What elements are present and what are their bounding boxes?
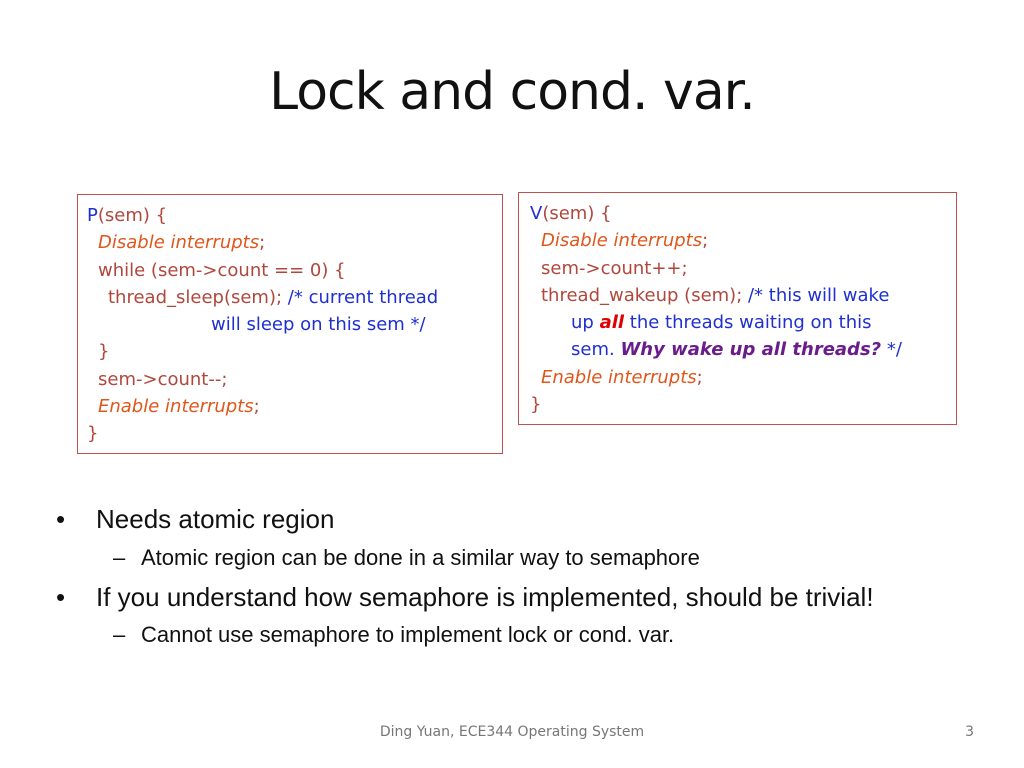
emphasis-all: all	[599, 312, 625, 334]
code-line: sem->count--;	[98, 368, 228, 390]
question-text: Why wake up all threads?	[620, 339, 882, 361]
code-comment-line	[530, 309, 956, 336]
comment-text: sem.	[571, 339, 621, 361]
code-text: thread_sleep(sem);	[108, 286, 288, 308]
page-number: 3	[965, 724, 974, 740]
comment-text: up	[571, 312, 600, 334]
code-line	[530, 282, 956, 309]
code-line	[87, 229, 502, 256]
bullet-marker: •	[56, 582, 66, 612]
sub-bullet-marker: –	[113, 622, 126, 647]
code-text: ;	[259, 232, 266, 254]
comment-text: the threads waiting on this	[624, 312, 872, 334]
code-comment-line: will sleep on this sem */	[211, 314, 426, 336]
sub-bullet-text: Atomic region can be done in a similar way to semaphore	[141, 545, 700, 570]
code-line: }	[87, 423, 99, 445]
bullet-marker: •	[56, 504, 66, 534]
code-line	[530, 200, 956, 227]
code-line	[87, 393, 502, 420]
code-line	[530, 227, 956, 254]
code-text: (sem) {	[97, 205, 168, 226]
comment-text: */	[881, 339, 902, 361]
code-line: }	[530, 394, 542, 416]
disable-interrupts-text: Disable interrupts	[98, 232, 260, 254]
v-code-box	[518, 192, 957, 425]
code-line: }	[98, 341, 110, 363]
slide-title: Lock and cond. var.	[269, 62, 755, 122]
enable-interrupts-text: Enable interrupts	[98, 396, 254, 418]
code-line: sem->count++;	[541, 257, 688, 279]
code-text: ;	[696, 366, 703, 388]
code-text: (sem) {	[542, 203, 612, 224]
bullet-text: If you understand how semaphore is implemented, should be trivial!	[96, 582, 874, 612]
bullet-text: Needs atomic region	[96, 504, 335, 534]
code-text: thread_wakeup (sem);	[541, 284, 748, 306]
code-line	[87, 202, 502, 229]
code-comment-line	[530, 336, 956, 363]
disable-interrupts-text: Disable interrupts	[541, 230, 703, 252]
sub-bullet-text: Cannot use semaphore to implement lock or cond. var.	[141, 622, 675, 647]
sub-bullet-marker: –	[113, 545, 126, 570]
code-text: ;	[253, 396, 260, 418]
code-line: while (sem->count == 0) {	[98, 259, 346, 281]
function-name-v: V	[530, 203, 543, 224]
code-line	[530, 364, 956, 391]
enable-interrupts-text: Enable interrupts	[541, 366, 697, 388]
code-text: ;	[702, 230, 709, 252]
function-name-p: P	[87, 205, 98, 226]
slide-footer: Ding Yuan, ECE344 Operating System	[379, 724, 645, 740]
code-line	[87, 284, 502, 311]
code-comment: /* current thread	[287, 286, 439, 308]
code-comment: /* this will wake	[747, 284, 890, 306]
p-code-box	[77, 194, 503, 454]
